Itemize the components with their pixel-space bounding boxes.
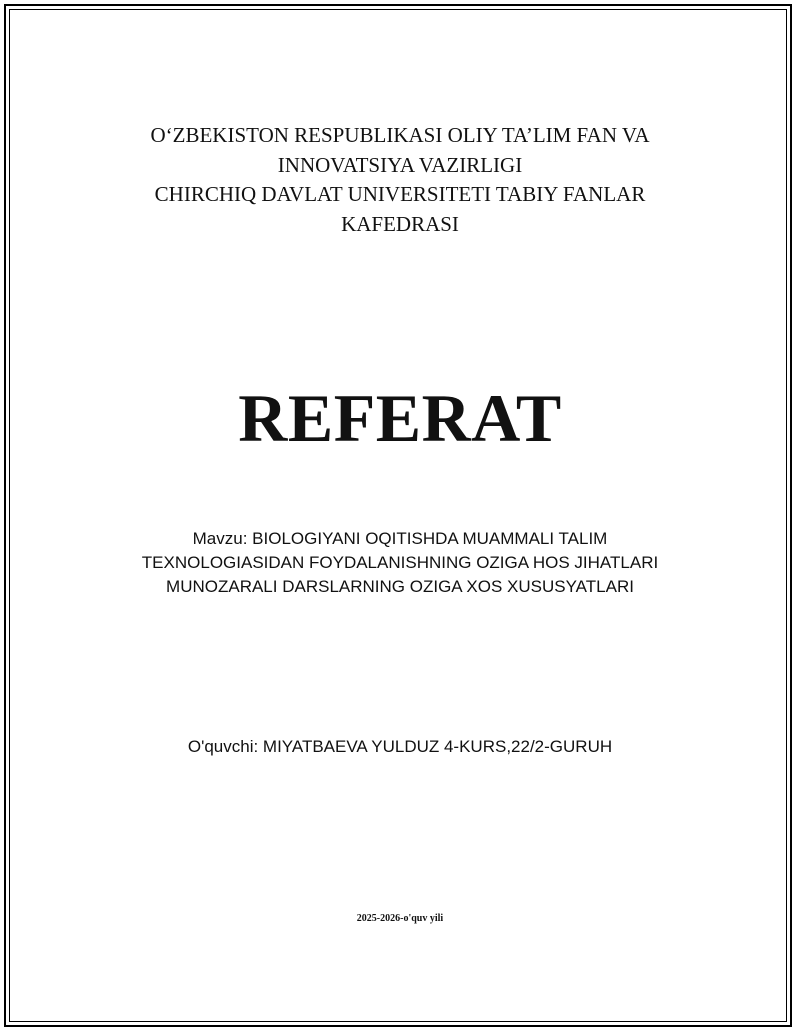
student-info: O'quvchi: MIYATBAEVA YULDUZ 4-KURS,22/2-GURUH bbox=[187, 737, 613, 756]
institution-header bbox=[0, 121, 800, 239]
header-line: KAFEDRASI bbox=[341, 211, 459, 236]
topic-line: MUNOZARALI DARSLARNING OZIGA XOS XUSUSYATLARI bbox=[166, 577, 634, 596]
header-line: INNOVATSIYA VAZIRLIGI bbox=[277, 152, 523, 177]
header-line: O‘ZBEKISTON RESPUBLIKASI OLIY TA’LIM FAN VA bbox=[150, 123, 650, 147]
document-title: REFERAT bbox=[238, 380, 562, 456]
header-line: CHIRCHIQ DAVLAT UNIVERSITETI TABIY FANLAR bbox=[154, 182, 646, 206]
topic-line: Mavzu: BIOLOGIYANI OQITISHDA MUAMMALI TALIM bbox=[192, 529, 608, 548]
topic-block bbox=[0, 527, 800, 599]
academic-year: 2025-2026-o'quv yili bbox=[356, 913, 444, 924]
topic-line: TEXNOLOGIASIDAN FOYDALANISHNING OZIGA HOS JIHATLARI bbox=[141, 553, 659, 572]
